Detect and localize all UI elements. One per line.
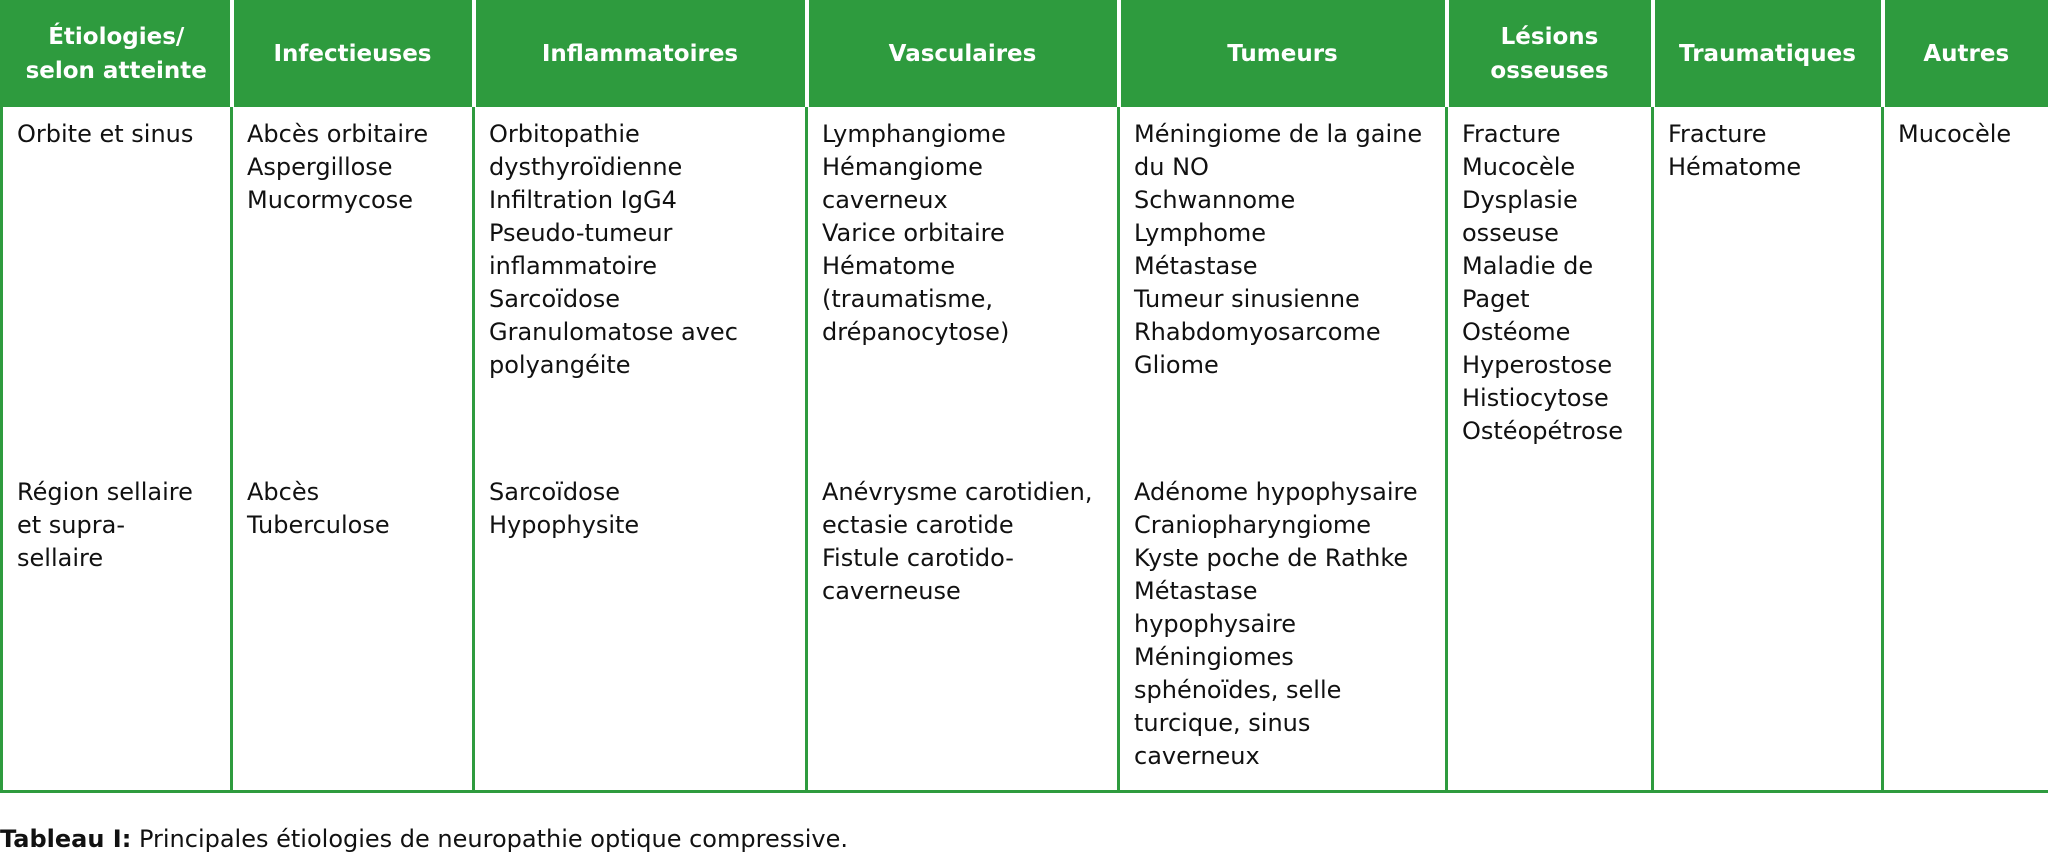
table-cell-region: Région sellaire et supra- sellaire <box>2 470 232 792</box>
header-vasculaires: Vasculaires <box>807 2 1119 106</box>
header-tumeurs: Tumeurs <box>1119 2 1447 106</box>
table-cell-region: Orbite et sinus <box>2 106 232 470</box>
header-autres: Autres <box>1883 2 2048 106</box>
table-row-orbite-sinus <box>2 106 2048 470</box>
header-etiologies: Étiologies/ selon atteinte <box>2 2 232 106</box>
table-cell-vasculaires: Anévrysme carotidien, ectasie carotide Fistule carotido- caverneuse <box>807 470 1119 792</box>
header-lesions-osseuses: Lésions osseuses <box>1447 2 1653 106</box>
caption-text: Principales étiologies de neuropathie optique compressive. <box>131 825 848 853</box>
table-cell-infectieuses: Abcès Tuberculose <box>232 470 474 792</box>
table-row-region-sellaire <box>2 470 2048 792</box>
table-cell-traumatiques: Fracture Hématome <box>1653 106 1883 470</box>
table-cell-inflammatoires: Sarcoïdose Hypophysite <box>474 470 807 792</box>
caption-label: Tableau I: <box>0 825 132 853</box>
table-cell-lesions-osseuses <box>1447 470 1653 792</box>
header-inflammatoires: Inflammatoires <box>474 2 807 106</box>
table-cell-vasculaires: Lymphangiome Hémangiome caverneux Varice orbitaire Hématome (traumatisme, drépanocytose) <box>807 106 1119 470</box>
table-cell-autres: Mucocèle <box>1883 106 2048 470</box>
table-cell-traumatiques <box>1653 470 1883 792</box>
table-cell-lesions-osseuses: Fracture Mucocèle Dysplasie osseuse Maladie de Paget Ostéome Hyperostose Histiocytose Ostéopétrose <box>1447 106 1653 470</box>
table-cell-inflammatoires: Orbitopathie dysthyroïdienne Infiltration IgG4 Pseudo-tumeur inflammatoire Sarcoïdose Granulomatose avec polyangéite <box>474 106 807 470</box>
table-header-row <box>2 2 2048 106</box>
table-cell-infectieuses: Abcès orbitaire Aspergillose Mucormycose <box>232 106 474 470</box>
table-cell-autres <box>1883 470 2048 792</box>
table-caption <box>0 824 848 854</box>
table-cell-tumeurs: Méningiome de la gaine du NO Schwannome Lymphome Métastase Tumeur sinusienne Rhabdomyosarcome Gliome <box>1119 106 1447 470</box>
header-infectieuses: Infectieuses <box>232 2 474 106</box>
table-cell-tumeurs: Adénome hypophysaire Craniopharyngiome Kyste poche de Rathke Métastase hypophysaire Méningiomes sphénoïdes, selle turcique, sinus caverneux <box>1119 470 1447 792</box>
header-traumatiques: Traumatiques <box>1653 2 1883 106</box>
